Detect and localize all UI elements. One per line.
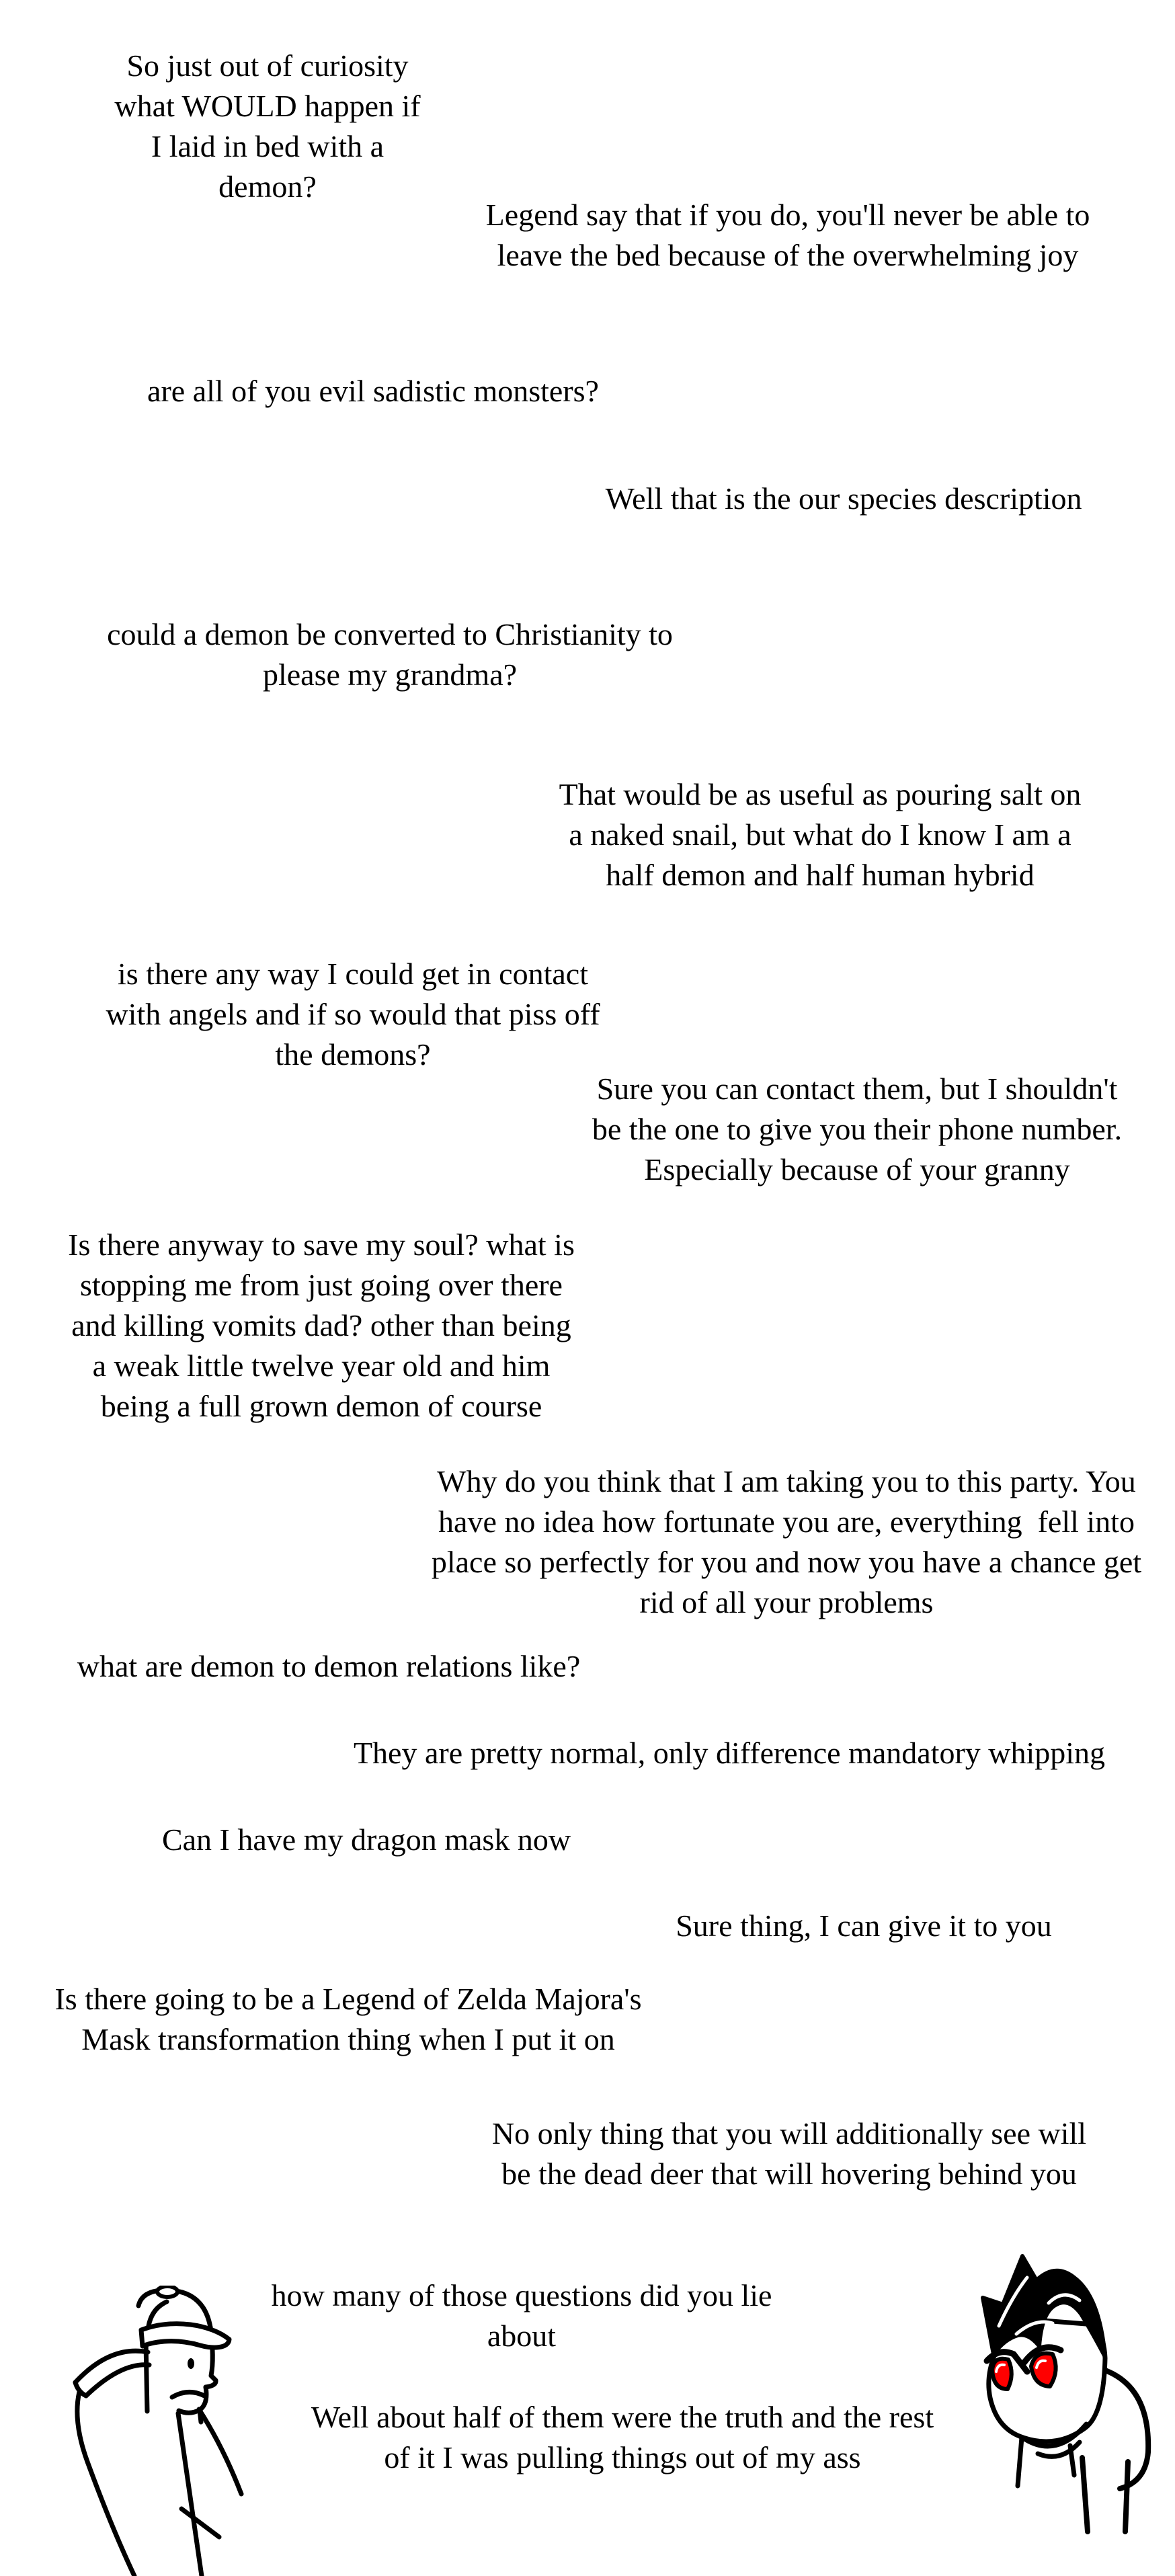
message-line: Sure thing, I can give it to you <box>676 1908 1052 1943</box>
message-line: No only thing that you will additionally see will <box>491 2116 1087 2150</box>
message-boy-14 <box>54 1979 641 2060</box>
message-demon-17 <box>311 2397 934 2478</box>
boy-eye <box>188 2358 194 2369</box>
message-demon-5 <box>559 774 1082 895</box>
boy-with-cap-drawing <box>67 2286 255 2576</box>
message-demon-1 <box>486 195 1090 276</box>
message-line: is there any way I could get in contact <box>118 957 588 991</box>
message-line: Sure you can contact them, but I shouldn't <box>596 1072 1118 1106</box>
message-demon-7 <box>592 1069 1122 1190</box>
demon-character-illustration <box>955 2239 1175 2534</box>
message-line: a naked snail, but what do I know I am a <box>569 817 1071 852</box>
message-line: half demon and half human hybrid <box>606 858 1035 892</box>
message-line: how many of those questions did you lie <box>271 2278 772 2312</box>
message-line: being a full grown demon of course <box>100 1389 542 1423</box>
message-line: Mask transformation thing when I put it on <box>81 2022 615 2056</box>
message-boy-16 <box>272 2276 772 2356</box>
message-line: Well that is the our species description <box>605 481 1082 516</box>
boy-cap-brim <box>141 2324 229 2347</box>
message-line: They are pretty normal, only difference mandatory whipping <box>353 1736 1106 1770</box>
message-line: are all of you evil sadistic monsters? <box>147 374 599 408</box>
message-line: So just out of curiosity <box>126 48 409 83</box>
message-line: Well about half of them were the truth and the rest <box>311 2400 934 2434</box>
message-line: stopping me from just going over there <box>79 1268 563 1302</box>
message-boy-2 <box>147 371 599 411</box>
message-line: Is there anyway to save my soul? what is <box>68 1227 575 1262</box>
message-line: of it I was pulling things out of my ass <box>384 2440 861 2474</box>
message-line: Is there going to be a Legend of Zelda Majora's <box>54 1982 642 2016</box>
message-line: what WOULD happen if <box>114 89 421 123</box>
message-demon-15 <box>492 2114 1086 2194</box>
message-line: be the one to give you their phone number. <box>592 1112 1123 1146</box>
message-line: That would be as useful as pouring salt on <box>559 777 1082 811</box>
message-line: Can I have my dragon mask now <box>161 1822 571 1857</box>
message-line: could a demon be converted to Christianity to <box>107 617 673 651</box>
message-demon-9 <box>432 1461 1141 1623</box>
message-boy-10 <box>77 1646 581 1687</box>
message-line: with angels and if so would that piss off <box>106 997 600 1031</box>
demon-left-eye <box>992 2359 1012 2389</box>
message-demon-11 <box>354 1733 1105 1773</box>
message-line: leave the bed because of the overwhelming joy <box>497 238 1079 272</box>
boy-baseball-cap <box>138 2286 229 2347</box>
message-line: the demons? <box>275 1037 431 1072</box>
demon-drawing <box>955 2239 1175 2534</box>
message-line: Especially because of your granny <box>644 1152 1070 1186</box>
message-line: and killing vomits dad? other than being <box>71 1308 571 1342</box>
boy-arm-behind-head <box>75 2351 149 2396</box>
message-boy-6 <box>106 954 600 1075</box>
message-line: what are demon to demon relations like? <box>77 1649 581 1683</box>
message-boy-12 <box>162 1820 571 1860</box>
message-line: rid of all your problems <box>639 1585 934 1619</box>
message-line: place so perfectly for you and now you have a chance get <box>431 1545 1142 1579</box>
boy-body <box>77 2392 241 2576</box>
message-boy-8 <box>68 1225 575 1426</box>
message-demon-13 <box>676 1906 1052 1946</box>
message-line: please my grandma? <box>262 657 518 692</box>
message-line: Legend say that if you do, you'll never be able to <box>485 198 1090 232</box>
message-boy-4 <box>107 614 673 695</box>
message-line: Why do you think that I am taking you to this party. You <box>437 1464 1136 1498</box>
message-line: I laid in bed with a <box>151 129 384 163</box>
message-demon-3 <box>605 479 1082 519</box>
message-line: demon? <box>218 169 317 204</box>
message-boy-0 <box>114 46 420 207</box>
boy-character-illustration <box>67 2286 255 2576</box>
boy-frown-mouth <box>172 2392 204 2397</box>
message-line: about <box>487 2319 557 2353</box>
message-line: be the dead deer that will hovering behind you <box>501 2157 1077 2191</box>
demon-right-eye <box>1031 2353 1056 2386</box>
message-line: have no idea how fortunate you are, everything fell into <box>438 1504 1135 1539</box>
message-line: a weak little twelve year old and him <box>92 1349 551 1383</box>
